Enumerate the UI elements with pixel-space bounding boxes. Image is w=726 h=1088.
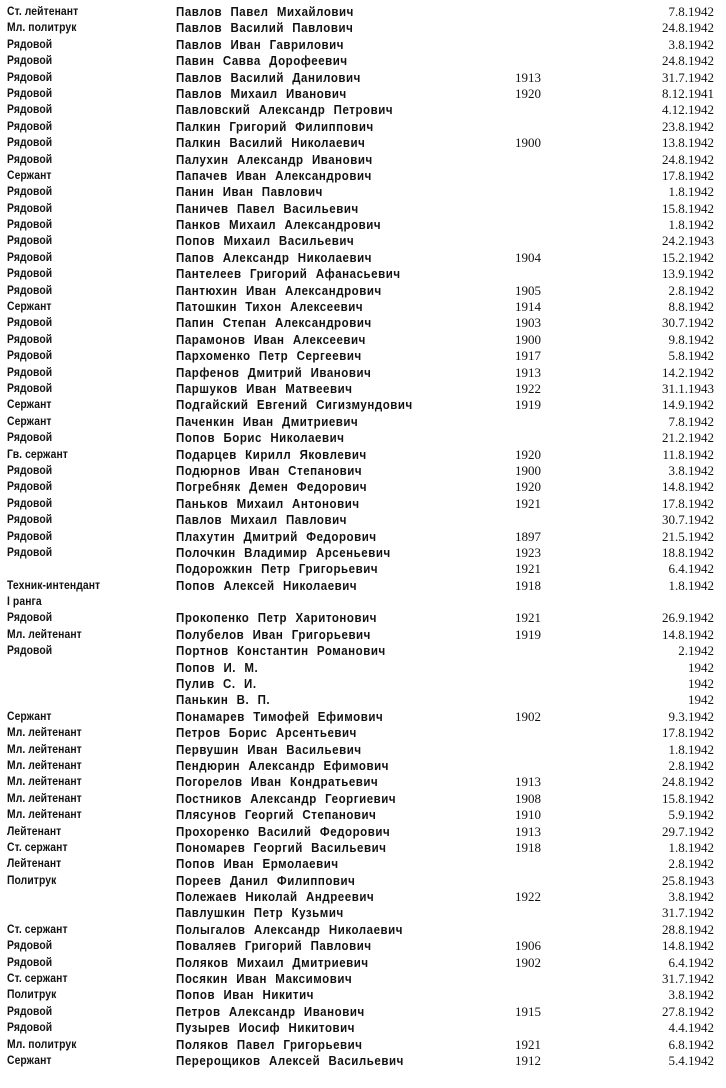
person-name: Посякин Иван Максимович <box>176 972 353 987</box>
rank-text: Рядовой <box>7 432 53 445</box>
person-name: Плясунов Георгий Степанович <box>176 808 377 823</box>
rank-text: Рядовой <box>7 1022 53 1035</box>
person-name: Папов Александр Николаевич <box>176 250 372 265</box>
date-text: 27.8.1942 <box>662 1003 714 1019</box>
rank-text: Рядовой <box>7 546 53 559</box>
date-text: 1942 <box>688 692 714 708</box>
rank-text: Мл. лейтенант <box>7 743 82 756</box>
birth-year: 1922 <box>515 380 541 396</box>
birth-year: 1906 <box>515 938 541 954</box>
list-item <box>0 184 726 200</box>
person-name: Панков Михаил Александрович <box>176 218 382 233</box>
rank-text: Сержант <box>7 301 52 314</box>
person-name: Паньков Михаил Антонович <box>176 496 360 511</box>
date-text: 8.8.1942 <box>668 299 714 315</box>
date-text: 23.8.1942 <box>662 118 714 134</box>
person-name: Пузырев Иосиф Никитович <box>176 1021 356 1036</box>
list-item <box>0 824 726 840</box>
person-name: Попов Борис Николаевич <box>176 431 345 446</box>
person-name: Пореев Данил Филиппович <box>176 873 356 888</box>
person-name: Прокопенко Петр Харитонович <box>176 611 377 626</box>
birth-year: 1920 <box>515 85 541 101</box>
birth-year: 1908 <box>515 790 541 806</box>
date-text: 13.9.1942 <box>662 266 714 282</box>
person-name: Плахутин Дмитрий Федорович <box>176 529 377 544</box>
list-item <box>0 725 726 741</box>
rank-text: Ст. лейтенант <box>7 6 79 18</box>
list-item <box>0 873 726 889</box>
list-item <box>0 332 726 348</box>
person-name: Паничев Павел Васильевич <box>176 201 359 216</box>
list-item <box>0 348 726 364</box>
rank-text: Рядовой <box>7 350 53 363</box>
rank-text: Сержант <box>7 710 52 723</box>
date-text: 14.2.1942 <box>662 364 714 380</box>
date-text: 14.8.1942 <box>662 479 714 495</box>
list-item <box>0 414 726 430</box>
date-text: 1.8.1942 <box>668 217 714 233</box>
list-item <box>0 479 726 495</box>
date-text: 14.9.1942 <box>662 397 714 413</box>
date-text: 31.7.1942 <box>662 69 714 85</box>
date-text: 24.8.1942 <box>662 20 714 36</box>
person-name: Павлов Михаил Иванович <box>176 86 347 101</box>
rank-text: Рядовой <box>7 366 53 379</box>
birth-year: 1922 <box>515 889 541 905</box>
birth-year: 1918 <box>515 839 541 855</box>
rank-text: Ст. сержант <box>7 973 68 986</box>
rank-text: Рядовой <box>7 514 53 527</box>
person-name: Пантюхин Иван Александрович <box>176 283 382 298</box>
rank-text: I ранга <box>7 596 42 609</box>
person-name: Первушин Иван Васильевич <box>176 742 362 757</box>
date-text: 9.8.1942 <box>668 331 714 347</box>
rank-text: Рядовой <box>7 268 53 281</box>
date-text: 2.1942 <box>678 643 714 659</box>
list-item <box>0 1053 726 1069</box>
date-text: 14.8.1942 <box>662 938 714 954</box>
person-name: Пархоменко Петр Сергеевич <box>176 349 362 364</box>
person-name: Павин Савва Дорофеевич <box>176 54 348 69</box>
list-item <box>0 266 726 282</box>
date-text: 31.7.1942 <box>662 905 714 921</box>
list-item <box>0 807 726 823</box>
date-text: 8.12.1941 <box>662 85 714 101</box>
birth-year: 1921 <box>515 610 541 626</box>
date-text: 6.4.1942 <box>668 954 714 970</box>
person-name: Поваляев Григорий Павлович <box>176 939 372 954</box>
date-text: 2.8.1942 <box>668 757 714 773</box>
date-text: 1.8.1942 <box>668 577 714 593</box>
list-item <box>0 610 726 626</box>
rank-text: Сержант <box>7 399 52 412</box>
person-name: Подгайский Евгений Сигизмундович <box>176 398 413 413</box>
birth-year: 1900 <box>515 135 541 151</box>
date-text: 24.2.1943 <box>662 233 714 249</box>
list-item <box>0 791 726 807</box>
date-text: 26.9.1942 <box>662 610 714 626</box>
rank-text: Рядовой <box>7 530 53 543</box>
date-text: 31.7.1942 <box>662 971 714 987</box>
person-name: Павлов Михаил Павлович <box>176 513 347 528</box>
list-item <box>0 955 726 971</box>
date-text: 11.8.1942 <box>662 446 714 462</box>
list-item <box>0 299 726 315</box>
list-item <box>0 905 726 921</box>
date-text: 6.4.1942 <box>668 561 714 577</box>
birth-year: 1912 <box>515 1053 541 1068</box>
person-name: Попов Иван Ермолаевич <box>176 857 339 872</box>
date-text: 3.8.1942 <box>668 462 714 478</box>
birth-year: 1913 <box>515 364 541 380</box>
date-text: 2.8.1942 <box>668 282 714 298</box>
person-name: Понамарев Тимофей Ефимович <box>176 709 384 724</box>
rank-text: Рядовой <box>7 38 53 51</box>
list-item <box>0 53 726 69</box>
rank-text: Рядовой <box>7 120 53 133</box>
person-name: Папачев Иван Александрович <box>176 168 372 183</box>
person-name: Панькин В. П. <box>176 693 271 708</box>
birth-year: 1921 <box>515 1036 541 1052</box>
birth-year: 1903 <box>515 315 541 331</box>
birth-year: 1921 <box>515 561 541 577</box>
person-name: Попов Михаил Васильевич <box>176 234 355 249</box>
list-item <box>0 987 726 1003</box>
date-text: 5.8.1942 <box>668 348 714 364</box>
list-item <box>0 86 726 102</box>
birth-year: 1915 <box>515 1003 541 1019</box>
person-name: Перерощиков Алексей Васильевич <box>176 1054 404 1068</box>
rank-text: Политрук <box>7 874 57 887</box>
birth-year: 1897 <box>515 528 541 544</box>
person-name: Папин Степан Александрович <box>176 316 372 331</box>
date-text: 14.8.1942 <box>662 626 714 642</box>
rank-text: Сержант <box>7 1055 52 1067</box>
date-text: 7.8.1942 <box>668 4 714 19</box>
birth-year: 1905 <box>515 282 541 298</box>
list-item <box>0 233 726 249</box>
list-item <box>0 119 726 135</box>
date-text: 4.4.1942 <box>668 1020 714 1036</box>
person-name: Павлов Василий Данилович <box>176 70 361 85</box>
person-name: Полыгалов Александр Николаевич <box>176 922 404 937</box>
birth-year: 1918 <box>515 577 541 593</box>
person-name: Пулив С. И. <box>176 677 257 692</box>
list-item <box>0 692 726 708</box>
person-name: Петров Борис Арсентьевич <box>176 726 357 741</box>
rank-text: Рядовой <box>7 333 53 346</box>
date-text: 9.3.1942 <box>668 708 714 724</box>
rank-text: Ст. сержант <box>7 923 68 936</box>
rank-text: Рядовой <box>7 87 53 100</box>
list-item <box>0 397 726 413</box>
rank-text: Рядовой <box>7 202 53 215</box>
person-name: Полубелов Иван Григорьевич <box>176 627 371 642</box>
birth-year: 1919 <box>515 626 541 642</box>
list-item <box>0 742 726 758</box>
person-name: Паршуков Иван Матвеевич <box>176 381 353 396</box>
birth-year: 1919 <box>515 397 541 413</box>
list-item <box>0 152 726 168</box>
person-name: Парфенов Дмитрий Иванович <box>176 365 372 380</box>
list-item <box>0 529 726 545</box>
birth-year: 1900 <box>515 331 541 347</box>
rank-text: Лейтенант <box>7 858 62 871</box>
person-name: Погребняк Демен Федорович <box>176 480 368 495</box>
date-text: 3.8.1942 <box>668 987 714 1003</box>
date-text: 28.8.1942 <box>662 921 714 937</box>
person-name: Прохоренко Василий Федорович <box>176 824 391 839</box>
list-item <box>0 463 726 479</box>
birth-year: 1904 <box>515 249 541 265</box>
list-item <box>0 660 726 676</box>
rank-text: Рядовой <box>7 186 53 199</box>
list-item <box>0 168 726 184</box>
list-item <box>0 889 726 905</box>
rank-text: Рядовой <box>7 1005 53 1018</box>
date-text: 1.8.1942 <box>668 839 714 855</box>
list-item <box>0 561 726 577</box>
rank-text: Мл. лейтенант <box>7 727 82 740</box>
list-item <box>0 578 726 594</box>
date-text: 1.8.1942 <box>668 741 714 757</box>
person-name: Полежаев Николай Андреевич <box>176 890 375 905</box>
list-item <box>0 922 726 938</box>
date-text: 17.8.1942 <box>662 495 714 511</box>
list-item <box>0 840 726 856</box>
rank-text: Рядовой <box>7 382 53 395</box>
rank-text: Рядовой <box>7 940 53 953</box>
birth-year: 1920 <box>515 479 541 495</box>
list-item <box>0 512 726 528</box>
rank-text: Гв. сержант <box>7 448 68 461</box>
rank-text: Мл. лейтенант <box>7 759 82 772</box>
date-text: 30.7.1942 <box>662 315 714 331</box>
rank-text: Мл. лейтенант <box>7 792 82 805</box>
rank-text: Рядовой <box>7 645 53 658</box>
rank-text: Рядовой <box>7 71 53 84</box>
list-item <box>0 315 726 331</box>
list-item <box>0 643 726 659</box>
person-name: Павлов Иван Гаврилович <box>176 37 345 52</box>
date-text: 5.4.1942 <box>668 1053 714 1068</box>
date-text: 24.8.1942 <box>662 774 714 790</box>
date-text: 3.8.1942 <box>668 889 714 905</box>
person-name: Портнов Константин Романович <box>176 644 386 659</box>
person-name: Подюрнов Иван Степанович <box>176 463 363 478</box>
person-name: Поляков Павел Григорьевич <box>176 1037 363 1052</box>
rank-text: Сержант <box>7 169 52 182</box>
rank-text: Мл. лейтенант <box>7 628 82 641</box>
rank-text: Рядовой <box>7 284 53 297</box>
rank-text: Рядовой <box>7 317 53 330</box>
person-name: Патошкин Тихон Алексеевич <box>176 300 364 315</box>
date-text: 21.5.1942 <box>662 528 714 544</box>
rank-text: Рядовой <box>7 137 53 150</box>
date-text: 25.8.1943 <box>662 872 714 888</box>
person-name: Пендюрин Александр Ефимович <box>176 758 389 773</box>
birth-year: 1902 <box>515 708 541 724</box>
list-item <box>0 217 726 233</box>
person-name: Павловский Александр Петрович <box>176 103 394 118</box>
date-text: 15.2.1942 <box>662 249 714 265</box>
list-item <box>0 365 726 381</box>
date-text: 24.8.1942 <box>662 151 714 167</box>
date-text: 2.8.1942 <box>668 856 714 872</box>
date-text: 18.8.1942 <box>662 544 714 560</box>
date-text: 31.1.1943 <box>662 380 714 396</box>
person-name: Пантелеев Григорий Афанасьевич <box>176 267 401 282</box>
rank-text: Сержант <box>7 415 52 428</box>
list-item <box>0 201 726 217</box>
person-name: Постников Александр Георгиевич <box>176 791 397 806</box>
list-item <box>0 102 726 118</box>
person-name: Подарцев Кирилл Яковлевич <box>176 447 367 462</box>
list-item <box>0 381 726 397</box>
person-name: Палкин Григорий Филиппович <box>176 119 374 134</box>
list-item <box>0 447 726 463</box>
date-text: 6.8.1942 <box>668 1036 714 1052</box>
date-text: 15.8.1942 <box>662 200 714 216</box>
rank-text: Политрук <box>7 989 57 1002</box>
person-name: Парамонов Иван Алексеевич <box>176 332 366 347</box>
birth-year: 1923 <box>515 544 541 560</box>
date-text: 1942 <box>688 659 714 675</box>
rank-text: Рядовой <box>7 55 53 68</box>
list-item <box>0 430 726 446</box>
birth-year: 1921 <box>515 495 541 511</box>
birth-year: 1913 <box>515 774 541 790</box>
person-name: Павлов Василий Павлович <box>176 21 354 36</box>
rank-text: Рядовой <box>7 219 53 232</box>
rank-text: Мл. лейтенант <box>7 809 82 822</box>
birth-year: 1902 <box>515 954 541 970</box>
list-item <box>0 594 726 610</box>
list-item <box>0 971 726 987</box>
date-text: 29.7.1942 <box>662 823 714 839</box>
person-name: Попов Алексей Николаевич <box>176 578 358 593</box>
list-item <box>0 20 726 36</box>
person-name: Павлушкин Петр Кузьмич <box>176 906 344 921</box>
date-text: 3.8.1942 <box>668 36 714 52</box>
list-item <box>0 1004 726 1020</box>
birth-year: 1910 <box>515 807 541 823</box>
rank-text: Мл. политрук <box>7 22 77 35</box>
list-item <box>0 758 726 774</box>
date-text: 7.8.1942 <box>668 413 714 429</box>
date-text: 17.8.1942 <box>662 167 714 183</box>
date-text: 24.8.1942 <box>662 53 714 69</box>
person-name: Подорожкин Петр Григорьевич <box>176 562 379 577</box>
list-item <box>0 545 726 561</box>
date-text: 4.12.1942 <box>662 102 714 118</box>
person-name: Павлов Павел Михайлович <box>176 5 354 19</box>
list-item <box>0 37 726 53</box>
rank-text: Рядовой <box>7 612 53 625</box>
birth-year: 1917 <box>515 348 541 364</box>
person-name: Пономарев Георгий Васильевич <box>176 840 387 855</box>
date-text: 30.7.1942 <box>662 512 714 528</box>
person-name: Петров Александр Иванович <box>176 1004 365 1019</box>
rank-text: Рядовой <box>7 251 53 264</box>
rank-text: Мл. политрук <box>7 1038 77 1051</box>
person-name: Погорелов Иван Кондратьевич <box>176 775 379 790</box>
rank-text: Рядовой <box>7 104 53 117</box>
list-item <box>0 135 726 151</box>
list-item <box>0 676 726 692</box>
person-name: Поляков Михаил Дмитриевич <box>176 955 369 970</box>
list-item <box>0 709 726 725</box>
date-text: 1.8.1942 <box>668 184 714 200</box>
date-text: 1942 <box>688 676 714 692</box>
person-name: Палкин Василий Николаевич <box>176 136 366 151</box>
rank-text: Рядовой <box>7 235 53 248</box>
birth-year: 1914 <box>515 299 541 315</box>
rank-text: Мл. лейтенант <box>7 776 82 789</box>
rank-text: Рядовой <box>7 497 53 510</box>
date-text: 15.8.1942 <box>662 790 714 806</box>
person-name: Попов Иван Никитич <box>176 988 314 1003</box>
rank-text: Ст. сержант <box>7 841 68 854</box>
birth-year: 1920 <box>515 446 541 462</box>
rank-text: Рядовой <box>7 153 53 166</box>
list-item <box>0 774 726 790</box>
list-item <box>0 627 726 643</box>
date-text: 21.2.1942 <box>662 430 714 446</box>
list-item <box>0 938 726 954</box>
casualty-list <box>0 4 726 1069</box>
birth-year: 1913 <box>515 69 541 85</box>
person-name: Паченкин Иван Дмитриевич <box>176 414 359 429</box>
list-item <box>0 1020 726 1036</box>
rank-text: Рядовой <box>7 956 53 969</box>
birth-year: 1913 <box>515 823 541 839</box>
date-text: 5.9.1942 <box>668 807 714 823</box>
list-item <box>0 496 726 512</box>
rank-text: Лейтенант <box>7 825 62 838</box>
rank-text: Рядовой <box>7 464 53 477</box>
person-name: Полочкин Владимир Арсеньевич <box>176 545 391 560</box>
person-name: Попов И. М. <box>176 660 259 675</box>
list-item <box>0 4 726 20</box>
list-item <box>0 1037 726 1053</box>
list-item <box>0 250 726 266</box>
list-item <box>0 70 726 86</box>
rank-text: Техник-интендант <box>7 579 101 592</box>
date-text: 13.8.1942 <box>662 135 714 151</box>
list-item <box>0 283 726 299</box>
person-name: Панин Иван Павлович <box>176 185 323 200</box>
date-text: 17.8.1942 <box>662 725 714 741</box>
birth-year: 1900 <box>515 462 541 478</box>
person-name: Палухин Александр Иванович <box>176 152 373 167</box>
list-item <box>0 856 726 872</box>
rank-text: Рядовой <box>7 481 53 494</box>
